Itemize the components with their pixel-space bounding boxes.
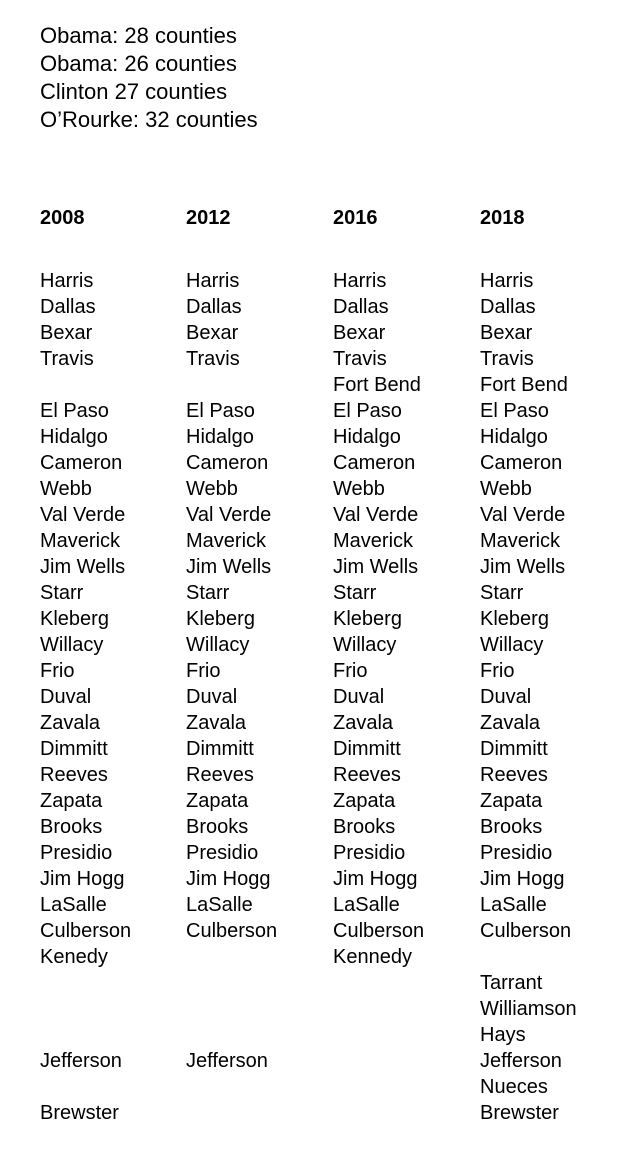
county-item: LaSalle — [480, 894, 547, 916]
county-item: Starr — [40, 582, 84, 604]
county-item: Harris — [40, 270, 94, 292]
county-item: Culberson — [480, 920, 572, 942]
column-year-heading: 2012 — [186, 207, 231, 229]
summary-line-2018: O’Rourke: 32 counties — [40, 107, 258, 132]
column-2012 — [186, 204, 336, 1072]
county-item: Zapata — [480, 790, 543, 812]
county-item — [40, 1074, 131, 1100]
county-item: Zavala — [40, 712, 101, 734]
county-item: Harris — [480, 270, 534, 292]
county-item: LaSalle — [333, 894, 400, 916]
county-item: Val Verde — [40, 504, 126, 526]
county-item: Culberson — [333, 920, 425, 942]
county-item: Harris — [186, 270, 240, 292]
county-item: Presidio — [480, 842, 553, 864]
county-item: Dimmitt — [333, 738, 401, 760]
column-2016 — [333, 204, 483, 968]
county-item: Presidio — [40, 842, 113, 864]
county-item: Zapata — [333, 790, 396, 812]
county-item: Culberson — [186, 920, 278, 942]
county-item: Starr — [480, 582, 524, 604]
county-item: Dimmitt — [480, 738, 548, 760]
county-item: Brooks — [186, 816, 249, 838]
county-item: Jim Wells — [333, 556, 419, 578]
county-item: Duval — [480, 686, 532, 708]
county-item: Jim Hogg — [40, 868, 125, 890]
county-item: Willacy — [40, 634, 104, 656]
county-item — [333, 1048, 424, 1074]
column-2018 — [480, 204, 630, 1124]
county-item: Travis — [40, 348, 94, 370]
county-item — [40, 1022, 131, 1048]
column-2008 — [40, 204, 190, 1124]
county-item: Starr — [333, 582, 377, 604]
county-item: Dallas — [333, 296, 389, 318]
county-item: Harris — [333, 270, 387, 292]
county-item: Kleberg — [333, 608, 402, 630]
county-item: Cameron — [186, 452, 269, 474]
county-item — [186, 1022, 277, 1048]
county-item — [186, 1074, 277, 1100]
county-item: Duval — [186, 686, 238, 708]
county-item: Kleberg — [186, 608, 255, 630]
county-item — [333, 996, 424, 1022]
county-item: Brooks — [480, 816, 543, 838]
summary-line-2012: Obama: 26 counties — [40, 51, 237, 76]
county-item: Bexar — [40, 322, 93, 344]
county-item — [186, 996, 277, 1022]
county-item: Brooks — [333, 816, 396, 838]
county-item: Dallas — [186, 296, 242, 318]
county-item: Fort Bend — [480, 374, 568, 396]
county-item: Presidio — [333, 842, 406, 864]
county-item: Zavala — [333, 712, 394, 734]
county-item: Jim Wells — [186, 556, 272, 578]
county-item: Kennedy — [333, 946, 412, 968]
column-year-heading: 2008 — [40, 207, 85, 229]
county-item — [186, 944, 277, 970]
county-item: Zapata — [186, 790, 249, 812]
county-item — [333, 970, 424, 996]
county-item — [40, 970, 131, 996]
county-item: Brewster — [40, 1102, 119, 1124]
county-item: Duval — [333, 686, 385, 708]
county-item: Jim Wells — [480, 556, 566, 578]
county-item: Zavala — [186, 712, 247, 734]
county-item: Willacy — [186, 634, 250, 656]
county-item — [333, 1022, 424, 1048]
summary-line-2016: Clinton 27 counties — [40, 79, 228, 104]
county-item: Jim Hogg — [186, 868, 271, 890]
county-item: Webb — [40, 478, 92, 500]
county-item: Webb — [186, 478, 238, 500]
county-item: El Paso — [186, 400, 255, 422]
county-item: Fort Bend — [333, 374, 421, 396]
county-item — [186, 372, 277, 398]
summary-line-2008: Obama: 28 counties — [40, 23, 237, 48]
county-item — [333, 1074, 424, 1100]
county-item: Starr — [186, 582, 230, 604]
county-item: Jefferson — [480, 1050, 562, 1072]
county-item: Jim Wells — [40, 556, 126, 578]
county-item: Webb — [480, 478, 532, 500]
county-item: Bexar — [186, 322, 239, 344]
county-item: Willacy — [333, 634, 397, 656]
county-item: El Paso — [480, 400, 549, 422]
county-item: Travis — [480, 348, 534, 370]
county-list — [40, 268, 131, 1126]
county-item: Maverick — [333, 530, 414, 552]
county-list — [186, 268, 277, 1126]
county-item: Presidio — [186, 842, 259, 864]
county-item: Tarrant — [480, 972, 543, 994]
county-item: Travis — [186, 348, 240, 370]
column-year-heading: 2018 — [480, 207, 525, 229]
county-item: Frio — [333, 660, 368, 682]
county-item — [480, 944, 577, 970]
county-item: LaSalle — [40, 894, 107, 916]
county-item: Maverick — [186, 530, 267, 552]
county-item: Dallas — [40, 296, 96, 318]
county-item: Hidalgo — [333, 426, 401, 448]
county-item: LaSalle — [186, 894, 253, 916]
county-item: El Paso — [333, 400, 402, 422]
county-item — [333, 1100, 424, 1126]
county-item: Duval — [40, 686, 92, 708]
county-item: Bexar — [333, 322, 386, 344]
county-item: Reeves — [480, 764, 548, 786]
county-item: Jim Hogg — [480, 868, 565, 890]
county-item: Val Verde — [186, 504, 272, 526]
county-item: Brewster — [480, 1102, 559, 1124]
county-item: Jim Hogg — [333, 868, 418, 890]
county-item: Cameron — [333, 452, 416, 474]
county-item: Williamson — [480, 998, 577, 1020]
county-item — [40, 372, 131, 398]
county-item: Dimmitt — [40, 738, 108, 760]
county-list — [333, 268, 424, 1126]
county-item: Kleberg — [480, 608, 549, 630]
county-item: Reeves — [333, 764, 401, 786]
county-item: Zavala — [480, 712, 541, 734]
county-item — [186, 1100, 277, 1126]
county-item: Maverick — [40, 530, 121, 552]
county-item: Culberson — [40, 920, 132, 942]
county-item: Jefferson — [40, 1050, 122, 1072]
county-item: Jefferson — [186, 1050, 268, 1072]
column-year-heading: 2016 — [333, 207, 378, 229]
county-item: Bexar — [480, 322, 533, 344]
summary-list — [40, 22, 258, 134]
county-item: Brooks — [40, 816, 103, 838]
county-item: Webb — [333, 478, 385, 500]
county-item — [186, 970, 277, 996]
county-item: Travis — [333, 348, 387, 370]
county-item: Hidalgo — [480, 426, 548, 448]
county-item: Frio — [480, 660, 515, 682]
county-item: Frio — [40, 660, 75, 682]
county-item: Reeves — [40, 764, 108, 786]
county-item: Kenedy — [40, 946, 108, 968]
county-item: Dallas — [480, 296, 536, 318]
county-item: Willacy — [480, 634, 544, 656]
county-item: El Paso — [40, 400, 109, 422]
county-item: Hays — [480, 1024, 526, 1046]
county-list — [480, 268, 577, 1126]
county-item: Maverick — [480, 530, 561, 552]
county-item: Hidalgo — [186, 426, 254, 448]
county-item — [40, 996, 131, 1022]
county-item: Dimmitt — [186, 738, 254, 760]
county-item: Hidalgo — [40, 426, 108, 448]
county-item: Frio — [186, 660, 221, 682]
county-item: Cameron — [40, 452, 123, 474]
county-item: Zapata — [40, 790, 103, 812]
county-item: Kleberg — [40, 608, 109, 630]
county-item: Nueces — [480, 1076, 548, 1098]
county-item: Val Verde — [480, 504, 566, 526]
county-item: Val Verde — [333, 504, 419, 526]
county-item: Cameron — [480, 452, 563, 474]
county-item: Reeves — [186, 764, 254, 786]
